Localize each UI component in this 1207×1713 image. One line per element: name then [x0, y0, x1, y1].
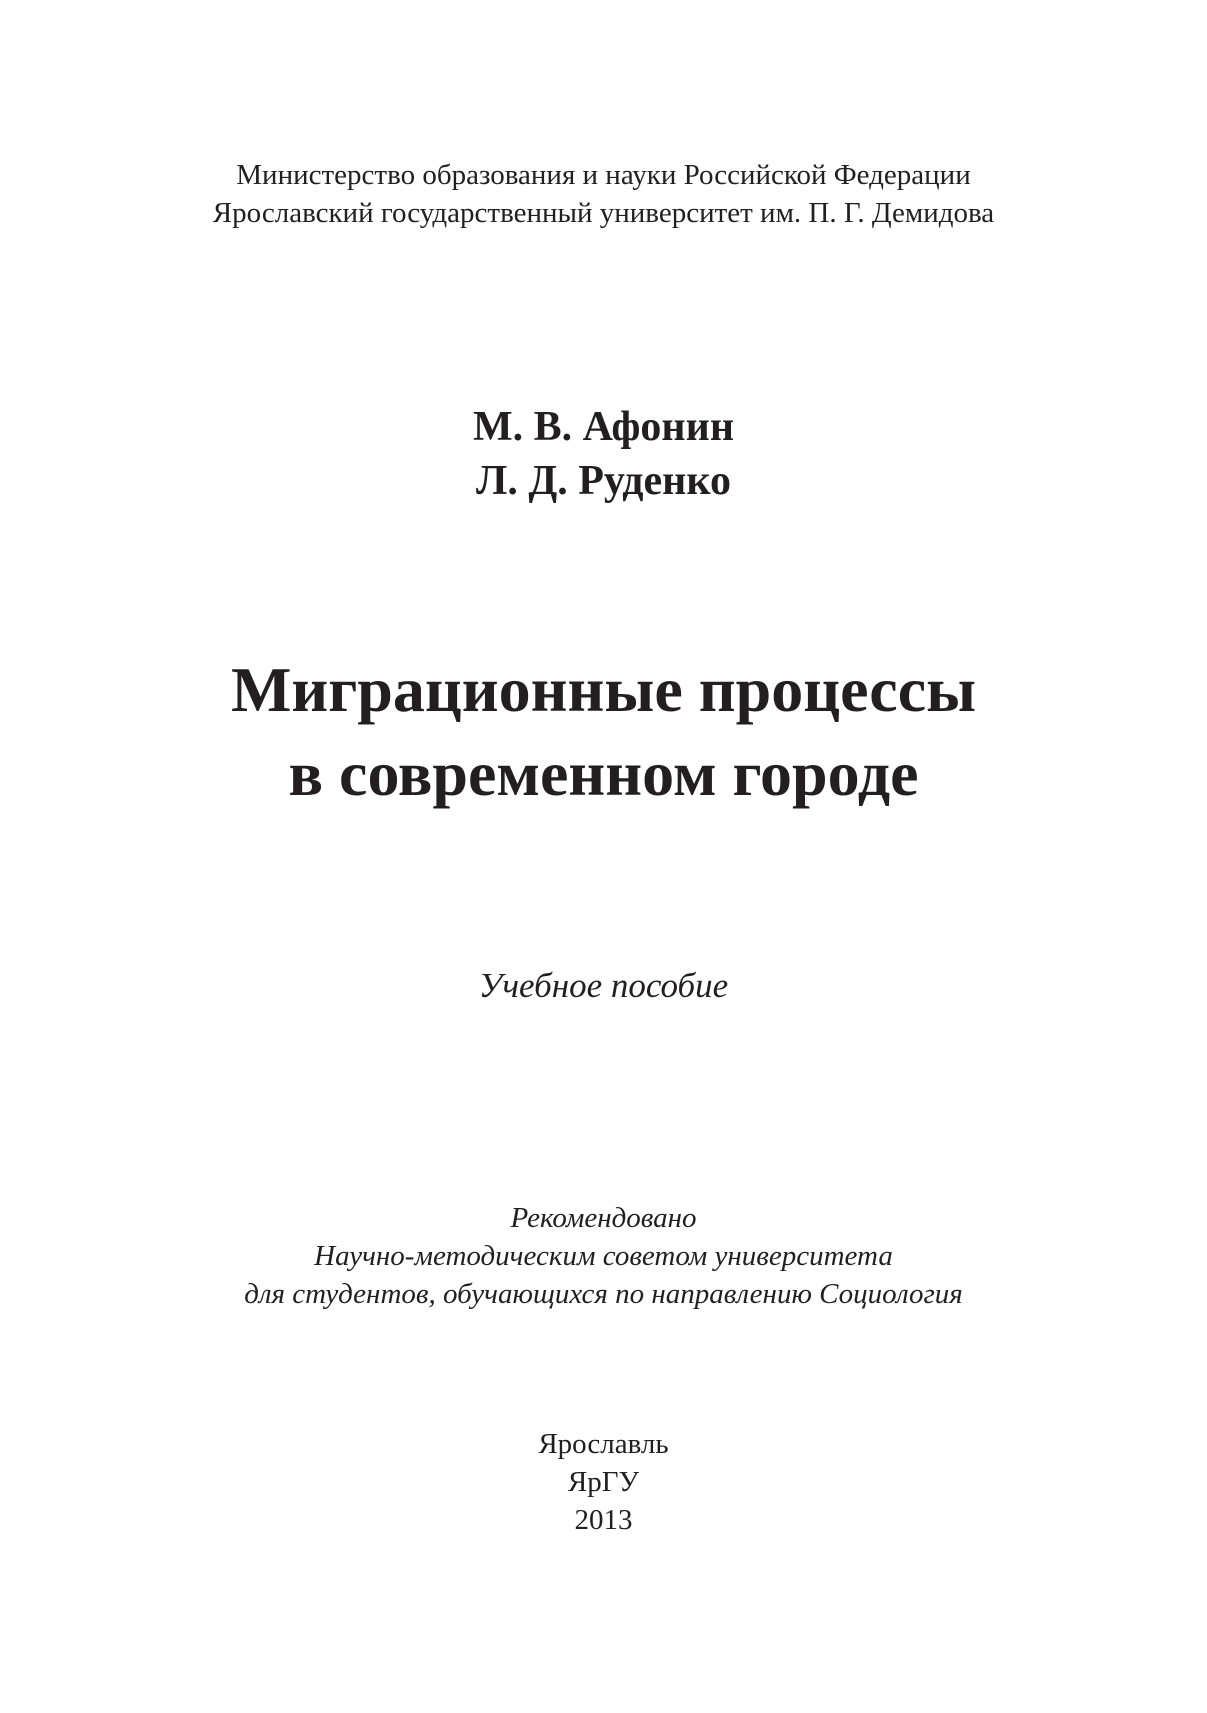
imprint-year: 2013: [574, 1504, 633, 1536]
recommendation-line: Научно-методическим советом университета: [314, 1240, 893, 1272]
ministry-name: Министерство образования и науки Российской Федерации: [236, 159, 971, 191]
author-name: Л. Д. Руденко: [476, 458, 731, 504]
book-title: [0, 648, 1207, 816]
institution-header: [0, 156, 1207, 232]
imprint: [0, 1425, 1207, 1539]
book-title-line: Миграционные процессы: [230, 654, 977, 725]
imprint-publisher: ЯрГУ: [567, 1466, 640, 1498]
university-name: Ярославский государственный университет им. П. Г. Демидова: [212, 197, 995, 229]
authors: [0, 400, 1207, 508]
recommendation-line: для студентов, обучающихся по направлению Социология: [244, 1278, 963, 1310]
book-type-label: Учебное пособие: [478, 966, 729, 1005]
recommendation-line: Рекомендовано: [510, 1202, 697, 1234]
author-name: М. В. Афонин: [472, 404, 735, 450]
book-type: [0, 964, 1207, 1008]
imprint-city: Ярославль: [538, 1428, 669, 1460]
book-title-line: в современном городе: [288, 738, 919, 809]
recommendation-note: [0, 1199, 1207, 1313]
